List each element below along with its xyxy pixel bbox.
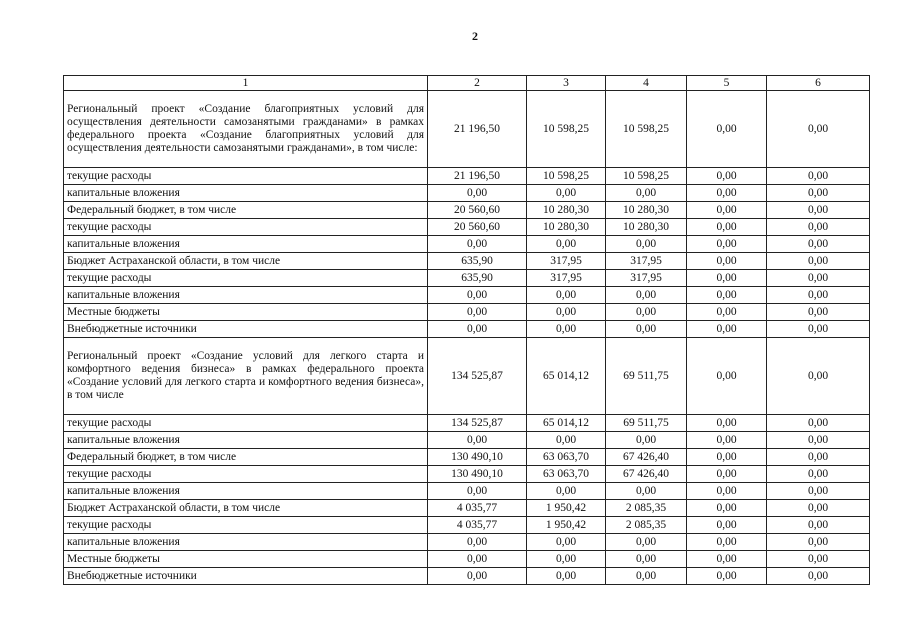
value-cell: 0,00 [428,432,527,449]
row-label: Внебюджетные источники [64,321,428,338]
value-cell: 0,00 [687,321,767,338]
table-row [64,483,870,500]
value-cell: 10 280,30 [527,202,606,219]
table-row [64,517,870,534]
value-cell: 0,00 [767,91,870,168]
row-label: капитальные вложения [64,287,428,304]
value-cell: 4 035,77 [428,517,527,534]
table-row [64,338,870,415]
value-cell: 0,00 [767,449,870,466]
row-label: текущие расходы [64,168,428,185]
header-cell: 4 [606,76,687,91]
value-cell: 0,00 [687,185,767,202]
value-cell: 4 035,77 [428,500,527,517]
value-cell: 0,00 [527,568,606,585]
table-row [64,551,870,568]
value-cell: 0,00 [527,287,606,304]
value-cell: 20 560,60 [428,219,527,236]
value-cell: 0,00 [687,202,767,219]
value-cell: 0,00 [606,185,687,202]
value-cell: 317,95 [527,253,606,270]
row-label: капитальные вложения [64,236,428,253]
value-cell: 0,00 [606,551,687,568]
value-cell: 635,90 [428,270,527,287]
value-cell: 67 426,40 [606,466,687,483]
row-label: капитальные вложения [64,185,428,202]
table-row [64,236,870,253]
value-cell: 0,00 [767,466,870,483]
value-cell: 0,00 [606,568,687,585]
value-cell: 0,00 [687,270,767,287]
value-cell: 0,00 [687,432,767,449]
value-cell: 21 196,50 [428,168,527,185]
row-label: Местные бюджеты [64,551,428,568]
table-row [64,415,870,432]
value-cell: 1 950,42 [527,517,606,534]
row-label: Федеральный бюджет, в том числе [64,202,428,219]
value-cell: 317,95 [527,270,606,287]
value-cell: 0,00 [606,236,687,253]
value-cell: 0,00 [606,287,687,304]
value-cell: 0,00 [767,517,870,534]
value-cell: 65 014,12 [527,415,606,432]
value-cell: 317,95 [606,253,687,270]
table-row [64,534,870,551]
value-cell: 0,00 [428,321,527,338]
value-cell: 2 085,35 [606,517,687,534]
table-row [64,500,870,517]
header-cell: 5 [687,76,767,91]
header-cell: 3 [527,76,606,91]
value-cell: 635,90 [428,253,527,270]
value-cell: 0,00 [767,568,870,585]
value-cell: 10 280,30 [606,202,687,219]
page-number: 2 [472,29,478,43]
table-row [64,432,870,449]
row-label: капитальные вложения [64,483,428,500]
value-cell: 0,00 [687,287,767,304]
value-cell: 0,00 [767,202,870,219]
value-cell: 134 525,87 [428,415,527,432]
value-cell: 0,00 [767,219,870,236]
value-cell: 130 490,10 [428,449,527,466]
value-cell: 0,00 [687,168,767,185]
value-cell: 0,00 [767,270,870,287]
value-cell: 0,00 [428,483,527,500]
value-cell: 0,00 [527,534,606,551]
value-cell: 0,00 [527,304,606,321]
value-cell: 0,00 [687,534,767,551]
row-label: Бюджет Астраханской области, в том числе [64,500,428,517]
value-cell: 10 598,25 [606,168,687,185]
table-row [64,253,870,270]
value-cell: 0,00 [687,338,767,415]
row-label: капитальные вложения [64,534,428,551]
value-cell: 0,00 [527,483,606,500]
value-cell: 317,95 [606,270,687,287]
value-cell: 0,00 [428,534,527,551]
value-cell: 0,00 [767,253,870,270]
value-cell: 0,00 [687,253,767,270]
row-label: Региональный проект «Создание благоприятных условий для осуществления деятельности самозанятыми гражданами» в рамках федерального проекта «Создание благоприятных условий для осуществления деятельности самозанятыми гражданами», в том числе: [64,91,428,168]
value-cell: 0,00 [687,219,767,236]
value-cell: 69 511,75 [606,415,687,432]
table-row [64,568,870,585]
value-cell: 0,00 [687,551,767,568]
value-cell: 0,00 [527,185,606,202]
value-cell: 0,00 [767,304,870,321]
value-cell: 0,00 [767,168,870,185]
row-label: текущие расходы [64,466,428,483]
value-cell: 0,00 [606,304,687,321]
value-cell: 10 598,25 [606,91,687,168]
value-cell: 20 560,60 [428,202,527,219]
value-cell: 0,00 [767,185,870,202]
table-row [64,202,870,219]
value-cell: 10 598,25 [527,91,606,168]
value-cell: 65 014,12 [527,338,606,415]
value-cell: 0,00 [606,534,687,551]
row-label: Местные бюджеты [64,304,428,321]
value-cell: 0,00 [428,287,527,304]
row-label: капитальные вложения [64,432,428,449]
value-cell: 10 598,25 [527,168,606,185]
value-cell: 2 085,35 [606,500,687,517]
value-cell: 1 950,42 [527,500,606,517]
value-cell: 130 490,10 [428,466,527,483]
table-row [64,185,870,202]
value-cell: 0,00 [428,236,527,253]
row-label: текущие расходы [64,219,428,236]
value-cell: 0,00 [687,483,767,500]
value-cell: 0,00 [767,534,870,551]
value-cell: 0,00 [428,185,527,202]
value-cell: 0,00 [767,338,870,415]
value-cell: 0,00 [687,517,767,534]
value-cell: 69 511,75 [606,338,687,415]
value-cell: 0,00 [767,551,870,568]
value-cell: 0,00 [687,415,767,432]
row-label: Внебюджетные источники [64,568,428,585]
value-cell: 0,00 [687,466,767,483]
row-label: текущие расходы [64,415,428,432]
table-row [64,270,870,287]
value-cell: 0,00 [687,568,767,585]
row-label: Федеральный бюджет, в том числе [64,449,428,466]
row-label: Региональный проект «Создание условий для легкого старта и комфортного ведения бизнеса» в рамках федерального проекта «Создание условий для легкого старта и комфортного ведения бизнеса», в том числе [64,338,428,415]
value-cell: 0,00 [767,287,870,304]
value-cell: 0,00 [606,432,687,449]
value-cell: 134 525,87 [428,338,527,415]
row-label: текущие расходы [64,270,428,287]
value-cell: 63 063,70 [527,449,606,466]
table-row [64,449,870,466]
row-label: Бюджет Астраханской области, в том числе [64,253,428,270]
value-cell: 0,00 [527,236,606,253]
table-row [64,91,870,168]
value-cell: 0,00 [428,568,527,585]
value-cell: 10 280,30 [527,219,606,236]
budget-table [63,75,870,585]
value-cell: 0,00 [527,551,606,568]
value-cell: 0,00 [687,236,767,253]
value-cell: 10 280,30 [606,219,687,236]
value-cell: 0,00 [527,321,606,338]
table-row [64,287,870,304]
value-cell: 0,00 [767,321,870,338]
table-row [64,466,870,483]
value-cell: 63 063,70 [527,466,606,483]
table-row [64,321,870,338]
value-cell: 0,00 [767,415,870,432]
value-cell: 0,00 [767,236,870,253]
value-cell: 0,00 [687,449,767,466]
row-label: текущие расходы [64,517,428,534]
value-cell: 0,00 [687,304,767,321]
value-cell: 67 426,40 [606,449,687,466]
value-cell: 0,00 [687,500,767,517]
table-row [64,168,870,185]
header-cell: 2 [428,76,527,91]
value-cell: 0,00 [428,304,527,321]
value-cell: 0,00 [687,91,767,168]
table-row [64,219,870,236]
value-cell: 0,00 [606,483,687,500]
header-cell: 6 [767,76,870,91]
value-cell: 0,00 [606,321,687,338]
value-cell: 0,00 [767,432,870,449]
table-row [64,304,870,321]
header-cell: 1 [64,76,428,91]
value-cell: 0,00 [767,483,870,500]
header-row [64,76,870,91]
value-cell: 0,00 [428,551,527,568]
value-cell: 21 196,50 [428,91,527,168]
value-cell: 0,00 [527,432,606,449]
value-cell: 0,00 [767,500,870,517]
